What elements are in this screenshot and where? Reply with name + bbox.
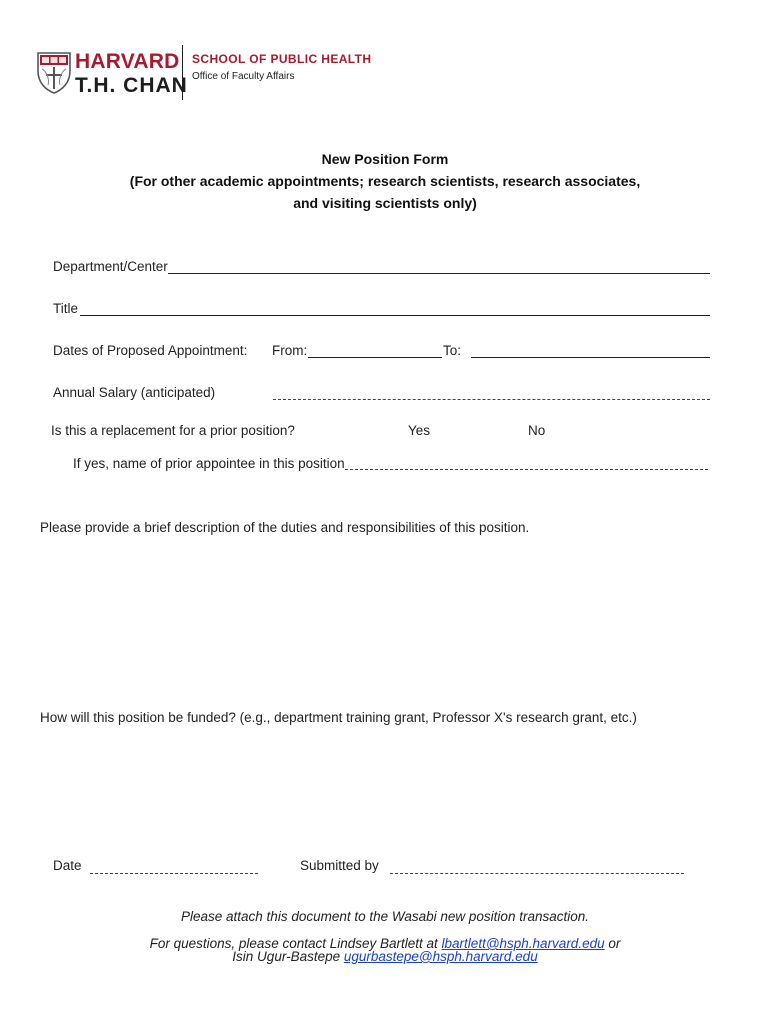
school-name: SCHOOL OF PUBLIC HEALTH [192, 52, 372, 66]
to-date-field[interactable] [471, 357, 710, 358]
attach-note: Please attach this document to the Wasabi new position transaction. [181, 909, 589, 924]
duties-response-area[interactable] [40, 545, 720, 695]
replacement-yes-option[interactable]: Yes [408, 423, 431, 438]
date-field[interactable] [90, 873, 258, 874]
funding-prompt: How will this position be funded? (e.g., department training grant, Professor X's research grant, etc.) [40, 710, 637, 725]
wordmark-th-chan: T.H. CHAN [75, 74, 188, 97]
prior-appointee-field[interactable] [345, 469, 708, 470]
prior-appointee-label: If yes, name of prior appointee in this position [73, 456, 345, 471]
wordmark-harvard: HARVARD [75, 50, 180, 73]
questions-or: or [604, 936, 621, 951]
office-name: Office of Faculty Affairs [192, 71, 295, 82]
title-field[interactable] [80, 315, 710, 316]
department-label: Department/Center [53, 259, 168, 274]
second-contact-line [0, 949, 770, 964]
form-subtitle-line1: (For other academic appointments; research scientists, research associates, [129, 173, 641, 189]
title-label: Title [53, 301, 79, 316]
form-subtitle-line2: and visiting scientists only) [293, 195, 477, 211]
duties-prompt: Please provide a brief description of the duties and responsibilities of this position. [40, 520, 530, 535]
department-field[interactable] [168, 273, 710, 274]
replacement-no-option[interactable]: No [528, 423, 546, 438]
funding-response-area[interactable] [40, 735, 720, 845]
contact2-prefix: Isin Ugur-Bastepe [232, 949, 344, 964]
salary-field[interactable] [273, 399, 710, 400]
submitted-by-field[interactable] [390, 873, 684, 874]
submitted-by-label: Submitted by [300, 858, 379, 873]
dates-label: Dates of Proposed Appointment: [53, 343, 248, 358]
from-label: From: [272, 343, 308, 358]
from-date-field[interactable] [308, 357, 442, 358]
harvard-shield-icon [36, 51, 72, 95]
salary-label: Annual Salary (anticipated) [53, 385, 216, 400]
replacement-question: Is this a replacement for a prior position? [51, 423, 295, 438]
email-link-ugur-bastepe[interactable]: ugurbastepe@hsph.harvard.edu [343, 949, 538, 964]
email-link-bartlett[interactable]: lbartlett@hsph.harvard.edu [441, 936, 605, 951]
form-title: New Position Form [321, 151, 449, 167]
logo-divider [182, 45, 183, 100]
questions-prefix: For questions, please contact Lindsey Bartlett at [149, 936, 442, 951]
date-label: Date [53, 858, 82, 873]
to-label: To: [443, 343, 462, 358]
